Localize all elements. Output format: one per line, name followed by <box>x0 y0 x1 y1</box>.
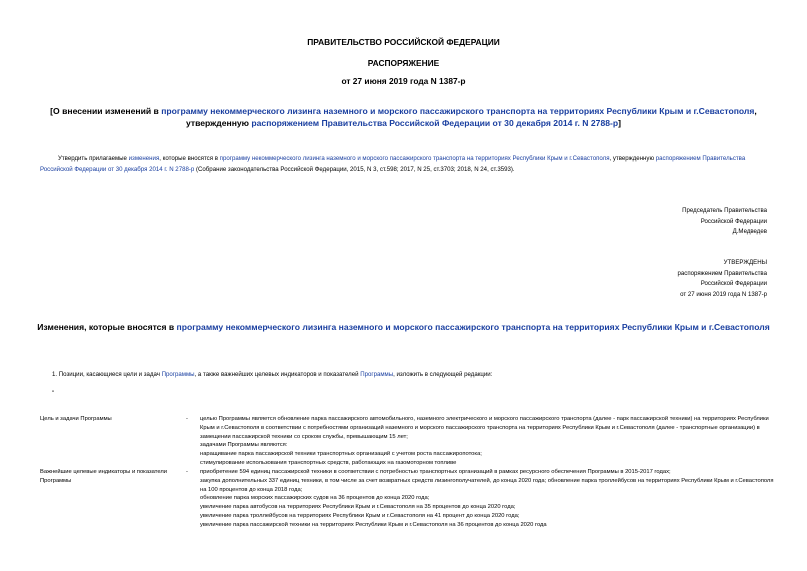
body-paragraph <box>40 153 768 175</box>
row-line: закупка дополнительных 337 единиц техники, в том числе за счет возвратных средств лизингополучателей, до конца 2020 года; обновление парка троллейбусов на территориях Республики Крым и г.Севастополя на 100 процентов до конца 2018 года; <box>200 477 774 493</box>
item-1 <box>52 371 492 378</box>
approval-line: Российской Федерации <box>700 280 767 287</box>
approval-line: от 27 июня 2019 года N 1387-р <box>680 290 767 298</box>
approval-line: УТВЕРЖДЕНЫ <box>723 259 767 266</box>
row-text <box>200 468 780 530</box>
changes-title-prefix: Изменения, которые вносятся в <box>37 322 177 332</box>
row-line: увеличение парка троллейбусов на территориях Республики Крым и г.Севастополя на 41 процент до конца 2020 года; <box>200 512 520 519</box>
signature-block <box>567 206 767 238</box>
header-doc-type: РАСПОРЯЖЕНИЕ <box>367 58 440 68</box>
row-line: приобретение 594 единиц пассажирской техники в соответствии с потребностью транспортных организаций в рамках ресурсного обеспечения Программы в 2015-2017 годах; <box>200 469 671 475</box>
program-link[interactable]: программу некоммерческого лизинга наземного и морского пассажирского транспорта на территориях Республики Крым и г.Севастополя <box>161 106 755 116</box>
changes-link[interactable]: изменения <box>128 155 160 162</box>
body-text: (Собрание законодательства Российской Федерации, 2015, N 3, ст.598; 2017, N 25, ст.3703; 2018, N 24, ст.3593). <box>194 166 515 173</box>
decree-link[interactable]: распоряжением Правительства Российской Федерации от 30 декабря 2014 г. N 2788-р <box>251 118 619 128</box>
signature-line: Российской Федерации <box>700 217 767 225</box>
program-link[interactable]: Программы <box>360 371 394 378</box>
signature-name: Д.Медведев <box>732 228 767 235</box>
row-dash: - <box>186 469 188 475</box>
title-prefix: [О внесении изменений в <box>50 106 162 116</box>
item-text: , изложить в следующей редакции: <box>393 371 493 378</box>
row-line: увеличение парка пассажирской техники на территориях Республики Крым и г.Севастополя на 36 процентов до конца 2020 года <box>200 521 547 528</box>
row-dash: - <box>186 416 188 422</box>
row-line: стимулирование использования транспортных средств, работающих на газомоторном топливе <box>200 459 457 466</box>
row-line: целью Программы является обновление парка пассажирского автомобильного, наземного электрического и морского пассажирского транспорта (далее - парк пассажирской техники) на территориях Республики Крым и г.Севастополя в соответствии с потребностями организаций наземного и морского пассажирского транспорта на территориях Республики Крым и г.Севастополя (далее - транспортные организации) в замещении пассажирской техники со сроком службы, превышающим 15 лет; <box>200 416 769 440</box>
item-text: , а также важнейших целевых индикаторов и показателей <box>194 371 361 378</box>
decree-link[interactable]: распоряжением Правительства Российской Федерации от 30 декабря 2014 г. N 2788-р <box>40 155 746 173</box>
changes-title <box>0 321 807 333</box>
row-text <box>200 415 780 468</box>
row-label: Важнейшие целевые индикаторы и показатели Программы <box>40 469 167 484</box>
row-line: наращивание парка пассажирской техники транспортных организаций с учетом роста пассажиропотока; <box>200 451 482 458</box>
program-link[interactable]: Программы <box>161 371 195 378</box>
title-suffix: ] <box>618 118 621 128</box>
body-text: , утвержденную <box>609 155 656 162</box>
program-link[interactable]: программу некоммерческого лизинга наземного и морского пассажирского транспорта на территориях Республики Крым и г.Севастополя <box>176 322 770 332</box>
row-line: обновление парка морских пассажирских судов на 36 процентов до конца 2020 года; <box>200 495 430 502</box>
item-text: 1. Позиции, касающиеся цели и задач <box>52 371 162 378</box>
document-title <box>0 105 807 129</box>
signature-line: Председатель Правительства <box>682 207 767 214</box>
row-label: Цель и задачи Программы <box>40 416 112 422</box>
row-line: задачами Программы являются: <box>200 442 288 449</box>
approval-block <box>567 258 767 300</box>
body-text: Утвердить прилагаемые <box>58 155 129 162</box>
program-link[interactable]: программу некоммерческого лизинга наземного и морского пассажирского транспорта на территориях Республики Крым и г.Севастополя <box>219 155 610 162</box>
header-date: от 27 июня 2019 года N 1387-р <box>341 76 466 86</box>
row-line: увеличение парка автобусов на территориях Республики Крым и г.Севастополя на 35 процентов до конца 2020 года; <box>200 504 516 511</box>
body-text: , которые вносятся в <box>159 155 220 162</box>
header-org: ПРАВИТЕЛЬСТВО РОССИЙСКОЙ ФЕДЕРАЦИИ <box>307 37 500 47</box>
approval-line: распоряжением Правительства <box>677 269 767 277</box>
title-middle: , утвержденную <box>186 106 757 128</box>
opening-quote: " <box>52 390 55 397</box>
